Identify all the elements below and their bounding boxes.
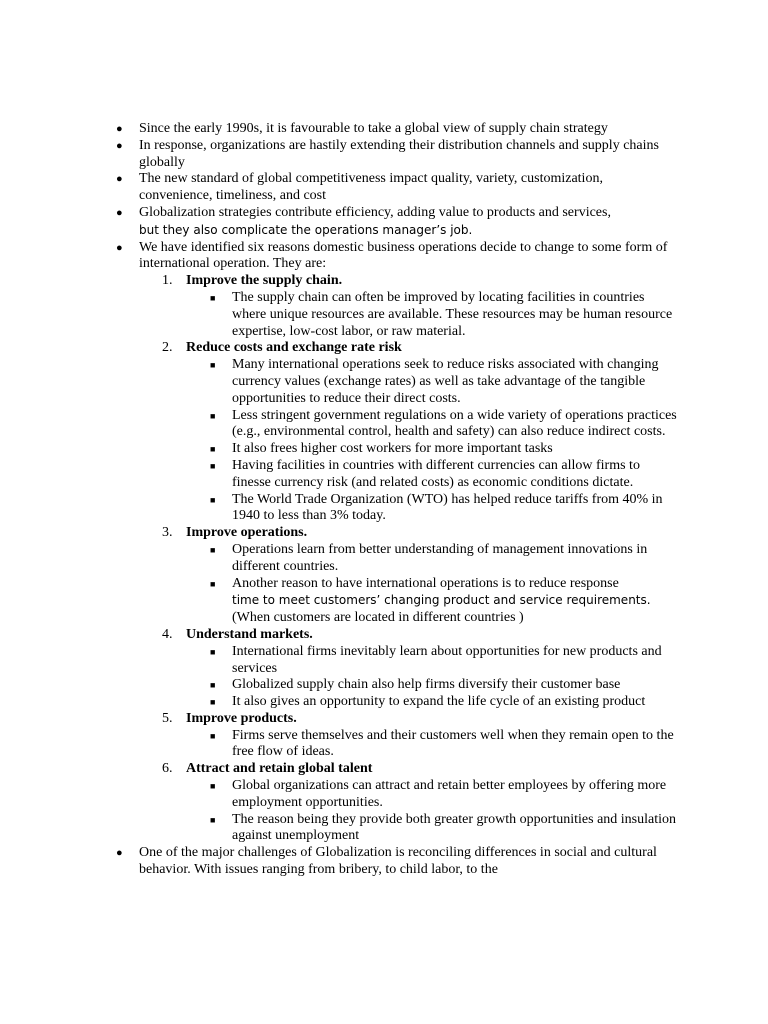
sub-bullet-text: Less stringent government regulations on a wide variety of operations practices (e.g., environmental control, health and safety) can also reduce indirect costs. bbox=[232, 407, 677, 440]
bullet-text: Globalization strategies contribute efficiency, adding value to products and services, bbox=[139, 204, 611, 220]
bullet-text: Since the early 1990s, it is favourable to take a global view of supply chain strategy bbox=[139, 121, 608, 136]
reason-heading bbox=[162, 626, 679, 644]
reason-heading bbox=[162, 340, 679, 357]
square-bullet-icon: ■ bbox=[210, 730, 216, 741]
square-bullet-icon: ■ bbox=[210, 814, 216, 825]
reason-heading bbox=[162, 525, 679, 542]
bullet-text: The new standard of global competitiveness impact quality, variety, customization, convenience, timeliness, and cost bbox=[139, 171, 603, 204]
sub-bullet-text: Having facilities in countries with different currencies can allow firms to finesse currency risk (and related costs) as economic conditions dictate. bbox=[232, 457, 640, 490]
sub-bullet-text: It also gives an opportunity to expand the life cycle of an existing product bbox=[232, 694, 646, 710]
square-bullet-icon: ■ bbox=[210, 410, 216, 421]
bullet-dot-icon: ● bbox=[116, 123, 123, 135]
bullet-item bbox=[116, 845, 679, 879]
square-bullet-icon: ■ bbox=[210, 544, 216, 555]
sub-bullet-item bbox=[210, 491, 679, 526]
bullet-item bbox=[116, 239, 679, 274]
square-bullet-icon: ■ bbox=[210, 697, 216, 708]
square-bullet-icon: ■ bbox=[210, 578, 216, 589]
reason-section bbox=[162, 273, 679, 340]
bullet-item bbox=[116, 137, 679, 172]
reason-title: Reduce costs and exchange rate risk bbox=[186, 340, 402, 356]
bullet-text: In response, organizations are hastily extending their distribution channels and supply chains globally bbox=[139, 137, 659, 170]
document-page bbox=[0, 121, 768, 879]
sub-bullet-text-continued: time to meet customers’ changing product and service requirements. bbox=[232, 593, 651, 608]
reason-section bbox=[162, 525, 679, 627]
bullet-dot-icon: ● bbox=[116, 241, 123, 254]
reason-title: Improve operations. bbox=[186, 525, 308, 541]
bullet-dot-icon: ● bbox=[116, 173, 123, 186]
reason-number: 2. bbox=[162, 340, 173, 356]
sub-bullet-item bbox=[210, 457, 679, 492]
reason-heading bbox=[162, 761, 679, 778]
reason-title: Attract and retain global talent bbox=[186, 761, 373, 777]
bullet-item bbox=[116, 121, 679, 138]
bullet-dot-icon: ● bbox=[116, 206, 123, 219]
reason-title: Improve products. bbox=[186, 710, 297, 726]
sub-bullet-item bbox=[210, 727, 679, 762]
sub-bullet-text: The reason being they provide both greater growth opportunities and insulation against unemployment bbox=[232, 811, 677, 844]
sub-bullet-item bbox=[210, 677, 679, 694]
square-bullet-icon: ■ bbox=[210, 460, 216, 471]
reason-number: 6. bbox=[162, 761, 173, 777]
square-bullet-icon: ■ bbox=[210, 646, 216, 657]
sub-bullet-item bbox=[210, 357, 679, 407]
sub-bullet-text: International firms inevitably learn about opportunities for new products and services bbox=[232, 643, 662, 676]
sub-bullet-item bbox=[210, 811, 679, 846]
sub-bullet-item bbox=[210, 441, 679, 458]
bullet-dot-icon: ● bbox=[116, 139, 123, 152]
sub-bullet-text: The World Trade Organization (WTO) has helped reduce tariffs from 40% in 1940 to less than 3% today. bbox=[232, 491, 663, 524]
reason-number: 1. bbox=[162, 273, 173, 289]
reason-section bbox=[162, 626, 679, 711]
square-bullet-icon: ■ bbox=[210, 444, 216, 455]
square-bullet-icon: ■ bbox=[210, 680, 216, 691]
sub-bullet-item bbox=[210, 694, 679, 711]
bullet-text: We have identified six reasons domestic business operations decide to change to some form of international operation. They are: bbox=[139, 239, 668, 272]
sub-bullet-item bbox=[210, 575, 679, 627]
reason-number: 4. bbox=[162, 626, 173, 642]
bullet-item bbox=[116, 171, 679, 205]
sub-bullet-text: Firms serve themselves and their customers well when they remain open to the free flow of ideas. bbox=[232, 727, 674, 760]
bullet-text: One of the major challenges of Globalization is reconciling differences in social and cultural behavior. With issues ranging from bribery, to child labor, to the bbox=[139, 845, 657, 878]
reason-title: Improve the supply chain. bbox=[186, 273, 343, 289]
reason-section bbox=[162, 340, 679, 525]
sub-bullet-text: It also frees higher cost workers for more important tasks bbox=[232, 441, 553, 457]
reason-number: 5. bbox=[162, 710, 173, 726]
sub-bullet-text: Global organizations can attract and retain better employees by offering more employment opportunities. bbox=[232, 778, 667, 810]
sub-bullet-text: Another reason to have international operations is to reduce response bbox=[232, 575, 619, 591]
sub-bullet-item bbox=[210, 407, 679, 442]
reason-section bbox=[162, 710, 679, 761]
sub-bullet-text: Many international operations seek to reduce risks associated with changing currency values (exchange rates) as well as take advantage of the tangible opportunities to reduce their direct costs. bbox=[232, 357, 659, 406]
square-bullet-icon: ■ bbox=[210, 781, 216, 792]
bullet-text-continued: but they also complicate the operations manager’s job. bbox=[139, 222, 473, 237]
sub-bullet-text: The supply chain can often be improved by locating facilities in countries where unique resources are available. These resources may be human resource expertise, low-cost labor, or raw material. bbox=[232, 289, 673, 339]
reason-heading bbox=[162, 273, 679, 290]
square-bullet-icon: ■ bbox=[210, 292, 216, 303]
sub-bullet-text: Globalized supply chain also help firms diversify their customer base bbox=[232, 677, 621, 693]
sub-bullet-item bbox=[210, 289, 679, 340]
sub-bullet-item bbox=[210, 541, 679, 576]
reason-title: Understand markets. bbox=[186, 626, 313, 642]
square-bullet-icon: ■ bbox=[210, 360, 216, 371]
reason-number: 3. bbox=[162, 525, 173, 541]
sub-bullet-item bbox=[210, 778, 679, 812]
bullet-dot-icon: ● bbox=[116, 847, 123, 860]
reason-heading bbox=[162, 710, 679, 728]
reason-section bbox=[162, 761, 679, 845]
sub-bullet-item bbox=[210, 643, 679, 678]
sub-bullet-text-note: (When customers are located in different countries ) bbox=[232, 610, 524, 626]
square-bullet-icon: ■ bbox=[210, 494, 216, 505]
bullet-item bbox=[116, 204, 679, 240]
sub-bullet-text: Operations learn from better understanding of management innovations in different countries. bbox=[232, 541, 648, 574]
